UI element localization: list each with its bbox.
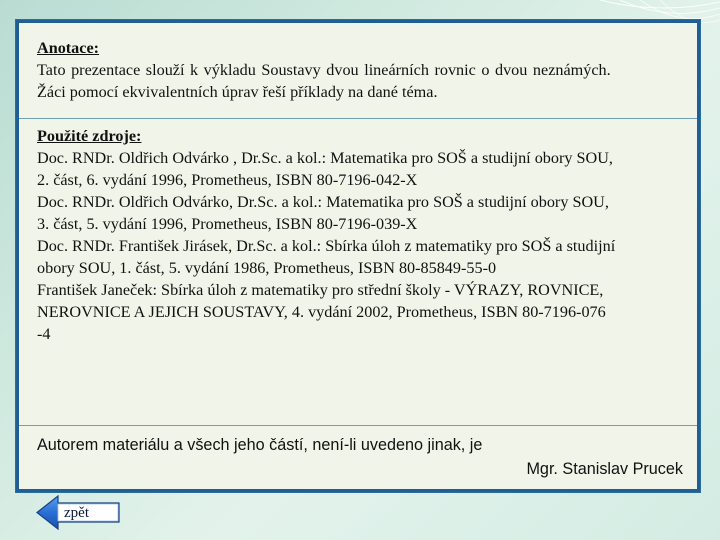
annotation-heading: Anotace:	[37, 39, 100, 57]
source-line: František Janeček: Sbírka úloh z matematiky pro střední školy - VÝRAZY, ROVNICE,	[37, 281, 604, 299]
sources-section	[19, 125, 697, 345]
source-line: NEROVNICE A JEJICH SOUSTAVY, 4. vydání 2002, Prometheus, ISBN 80-7196-076	[37, 303, 606, 321]
source-line: 2. část, 6. vydání 1996, Prometheus, ISBN 80-7196-042-X	[37, 171, 418, 189]
source-line: Doc. RNDr. František Jirásek, Dr.Sc. a kol.: Sbírka úloh z matematiky pro SOŠ a studijní	[37, 237, 616, 255]
annotation-section	[19, 37, 697, 117]
source-line: 3. část, 5. vydání 1996, Prometheus, ISBN 80-7196-039-X	[37, 215, 418, 233]
sources-heading: Použité zdroje:	[37, 127, 142, 145]
annotation-line: Tato prezentace slouží k výkladu Soustavy dvou lineárních rovnic o dvou neznámých.	[37, 61, 611, 79]
annotation-line: Žáci pomocí ekvivalentních úprav řeší příklady na dané téma.	[37, 83, 438, 101]
divider	[19, 425, 697, 426]
author-section	[19, 433, 697, 481]
source-line: obory SOU, 1. část, 5. vydání 1986, Prometheus, ISBN 80-85849-55-0	[37, 259, 497, 277]
source-line: Doc. RNDr. Oldřich Odvárko , Dr.Sc. a kol.: Matematika pro SOŠ a studijní obory SOU,	[37, 149, 613, 167]
back-button[interactable]	[36, 495, 120, 530]
back-button-label: zpět	[64, 505, 89, 521]
divider	[19, 118, 697, 119]
content-frame	[16, 20, 700, 492]
source-line: -4	[37, 325, 51, 343]
author-statement: Autorem materiálu a všech jeho částí, není-li uvedeno jinak, je	[37, 436, 483, 454]
author-name: Mgr. Stanislav Prucek	[526, 460, 683, 478]
source-line: Doc. RNDr. Oldřich Odvárko, Dr.Sc. a kol.: Matematika pro SOŠ a studijní obory SOU,	[37, 193, 609, 211]
